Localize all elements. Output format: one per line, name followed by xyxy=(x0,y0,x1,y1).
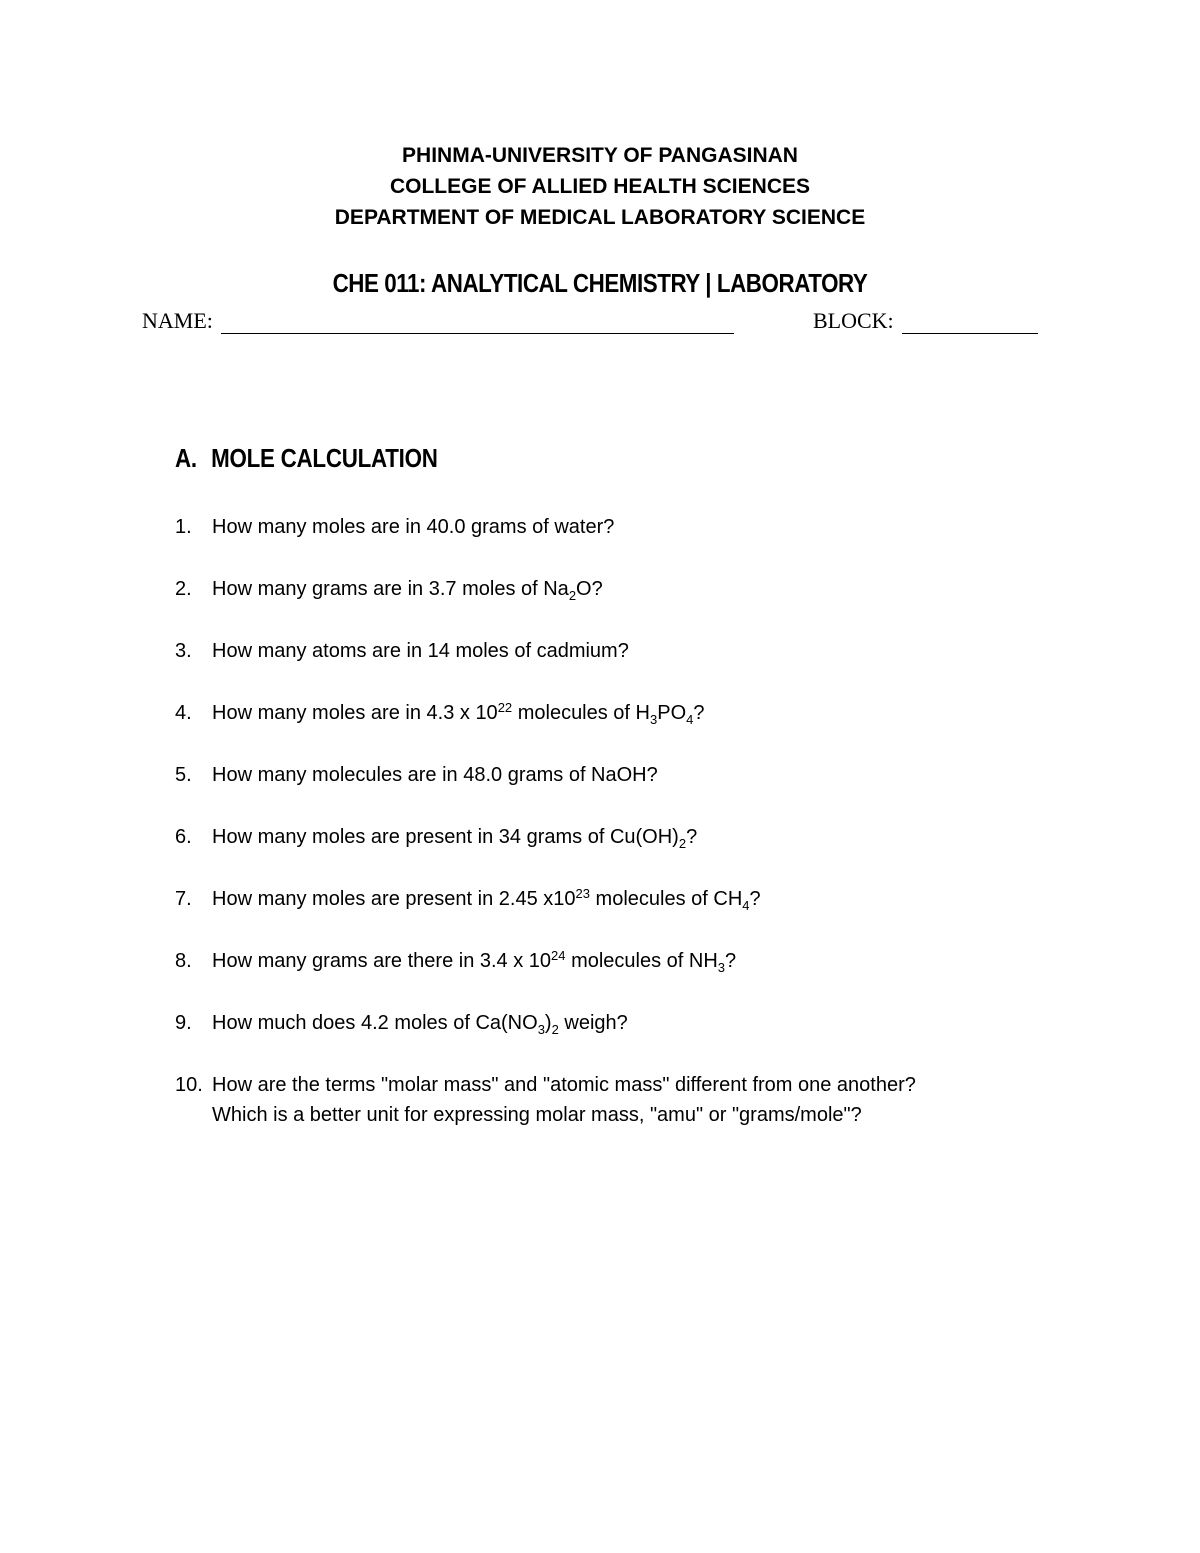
question-number: 5. xyxy=(175,764,192,786)
question-item xyxy=(175,1008,1075,1038)
question-text: How many moles are present in 2.45 $x10^{23}$ molecules of $CH_4$? xyxy=(212,886,761,913)
question-number: 2. xyxy=(175,578,192,600)
question-number: 3. xyxy=(175,640,192,662)
question-item xyxy=(175,946,1075,976)
block-blank-line xyxy=(902,309,1038,334)
institution-header xyxy=(0,140,1200,233)
question-text: How many moles are in 4.3 x $10^{22}$ molecules of $H_3PO_4$? xyxy=(212,700,705,727)
block-field xyxy=(813,308,1038,334)
question-list xyxy=(175,512,1075,1162)
question-number: 9. xyxy=(175,1012,192,1034)
block-label: BLOCK: xyxy=(813,308,894,333)
question-item xyxy=(175,884,1075,914)
question-text: How many moles are present in 34 grams of $Cu(OH)_2$? xyxy=(212,826,698,851)
question-item xyxy=(175,760,1075,790)
question-number: 7. xyxy=(175,888,192,910)
college-name: COLLEGE OF ALLIED HEALTH SCIENCES xyxy=(389,175,810,198)
section-title-text: MOLE CALCULATION xyxy=(211,443,438,473)
question-item xyxy=(175,512,1075,542)
question-number: 6. xyxy=(175,826,192,848)
question-number: 10. xyxy=(175,1074,203,1096)
university-name: PHINMA-UNIVERSITY OF PANGASINAN xyxy=(402,144,798,167)
section-letter: A. xyxy=(175,443,197,473)
question-item xyxy=(175,574,1075,604)
question-number: 8. xyxy=(175,950,192,972)
name-blank-line xyxy=(221,309,734,334)
department-name: DEPARTMENT OF MEDICAL LABORATORY SCIENCE xyxy=(334,206,866,229)
question-text: How many atoms are in 14 moles of cadmium? xyxy=(212,640,629,662)
question-text: How much does 4.2 moles of $Ca(NO_3)_2$ weigh? xyxy=(212,1012,628,1037)
name-field xyxy=(142,308,734,334)
question-text: How many grams are in 3.7 moles of $Na_2O$? xyxy=(212,578,603,603)
question-item xyxy=(175,822,1075,852)
question-text-continued: Which is a better unit for expressing molar mass, "amu" or "grams/mole"? xyxy=(212,1104,862,1126)
question-item xyxy=(175,636,1075,666)
section-heading xyxy=(175,443,438,474)
question-text: How many grams are there in 3.4 x $10^{24}$ molecules of $NH_3$? xyxy=(212,948,737,975)
name-label: NAME: xyxy=(142,308,213,333)
question-item xyxy=(175,698,1075,728)
question-text: How many molecules are in 48.0 grams of NaOH? xyxy=(212,764,658,786)
question-text: How many moles are in 40.0 grams of water? xyxy=(212,516,615,538)
question-number: 4. xyxy=(175,702,192,724)
student-info-fields xyxy=(142,308,1052,344)
course-title: CHE 011: ANALYTICAL CHEMISTRY | LABORATORY xyxy=(332,268,868,298)
question-text: How are the terms "molar mass" and "atomic mass" different from one another? xyxy=(212,1074,916,1096)
question-number: 1. xyxy=(175,516,192,538)
question-item xyxy=(175,1070,1075,1130)
